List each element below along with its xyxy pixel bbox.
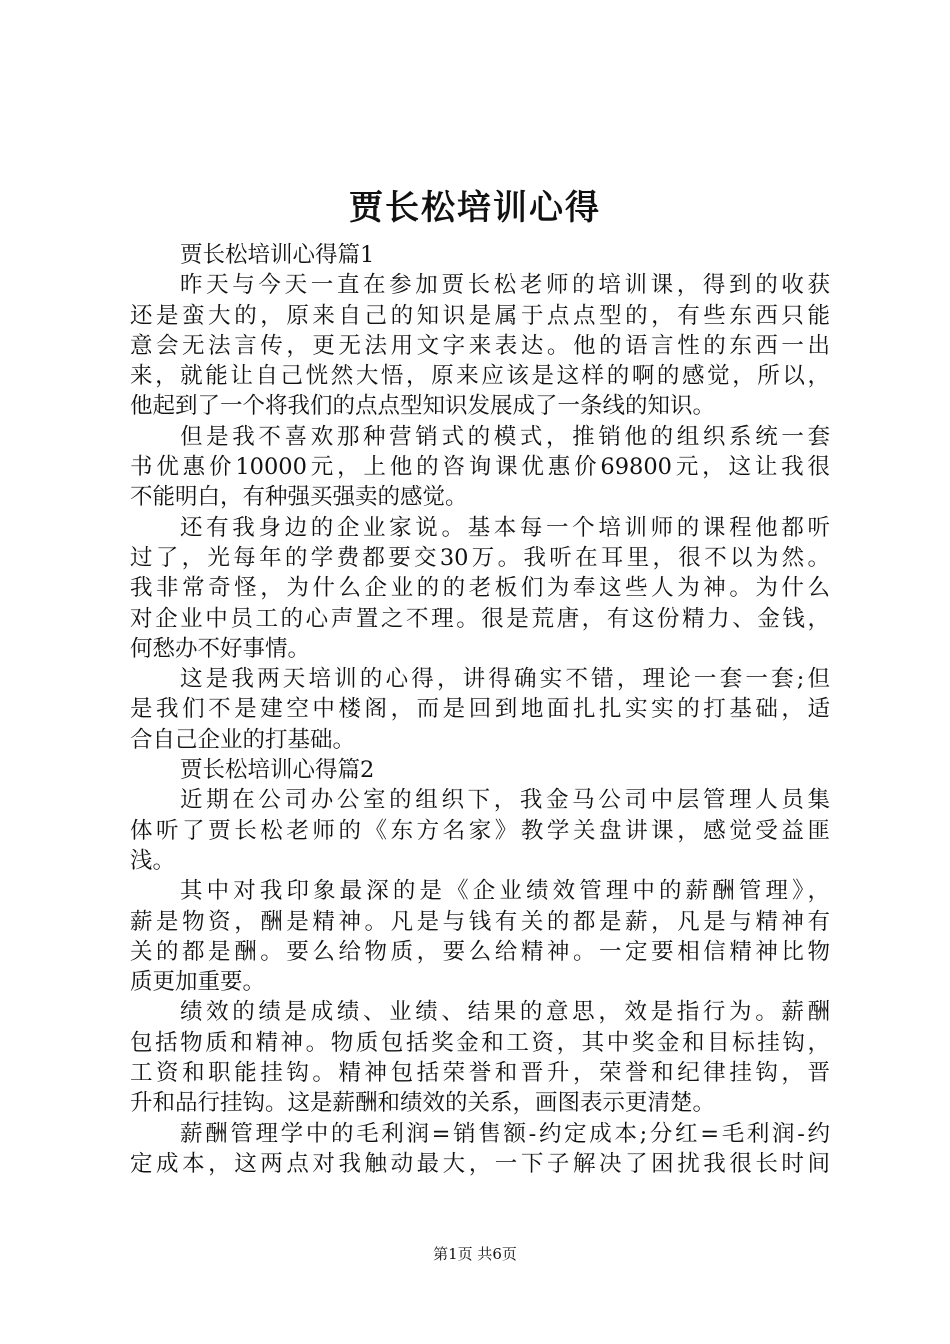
text-line: 我非常奇怪，为什么企业的的老板们为奉这些人为神。为什么 — [130, 575, 830, 602]
text-line: 贾长松培训心得篇2 — [180, 757, 375, 784]
text-line: 意会无法言传，更无法用文字来表达。他的语言性的东西一出 — [130, 332, 830, 359]
text-line: 绩效的绩是成绩、业绩、结果的意思，效是指行为。薪酬 — [180, 999, 830, 1026]
text-line: 来，就能让自己恍然大悟，原来应该是这样的啊的感觉，所以， — [130, 363, 830, 390]
text-line: 贾长松培训心得篇1 — [180, 242, 375, 268]
text-line: 还是蛮大的，原来自己的知识是属于点点型的，有些东西只能 — [130, 302, 830, 329]
text-line: 近期在公司办公室的组织下，我金马公司中层管理人员集 — [180, 787, 830, 814]
text-line: 是我们不是建空中楼阁，而是回到地面扎扎实实的打基础，适 — [130, 696, 830, 723]
text-line: 还有我身边的企业家说。基本每一个培训师的课程他都听 — [180, 514, 830, 541]
text-line: 合自己企业的打基础。 — [130, 726, 356, 753]
text-line: 薪是物资，酬是精神。凡是与钱有关的都是薪，凡是与精神有 — [130, 908, 830, 935]
document-body — [130, 240, 830, 1179]
text-line: 浅。 — [130, 847, 176, 874]
page-title: 贾长松培训心得 — [349, 188, 601, 228]
text-line: 关的都是酬。要么给物质，要么给精神。一定要相信精神比物 — [130, 938, 830, 965]
text-line: 书优惠价10000元，上他的咨询课优惠价69800元，这让我很 — [130, 454, 830, 481]
text-line: 对企业中员工的心声置之不理。很是荒唐，有这份精力、金钱， — [130, 605, 830, 632]
text-line: 过了，光每年的学费都要交30万。我听在耳里，很不以为然。 — [130, 544, 830, 571]
text-line: 但是我不喜欢那种营销式的模式，推销他的组织系统一套 — [180, 423, 830, 450]
text-line: 何愁办不好事情。 — [130, 635, 311, 662]
text-line: 包括物质和精神。物质包括奖金和工资，其中奖金和目标挂钩， — [130, 1029, 830, 1056]
text-line: 这是我两天培训的心得，讲得确实不错，理论一套一套;但 — [180, 666, 830, 693]
text-line: 升和品行挂钩。这是薪酬和绩效的关系，画图表示更清楚。 — [130, 1090, 716, 1117]
text-line: 其中对我印象最深的是《企业绩效管理中的薪酬管理》， — [180, 878, 830, 905]
text-line: 昨天与今天一直在参加贾长松老师的培训课，得到的收获 — [180, 272, 830, 299]
page-footer: 第1页 共6页 — [433, 1245, 517, 1263]
text-line: 体听了贾长松老师的《东方名家》教学关盘讲课，感觉受益匪 — [130, 817, 830, 844]
text-line: 不能明白，有种强买强卖的感觉。 — [130, 484, 468, 511]
text-line: 工资和职能挂钩。精神包括荣誉和晋升，荣誉和纪律挂钩，晋 — [130, 1060, 830, 1087]
text-line: 薪酬管理学中的毛利润=销售额-约定成本;分红=毛利润-约 — [180, 1120, 830, 1147]
text-line: 质更加重要。 — [130, 969, 266, 996]
text-line: 他起到了一个将我们的点点型知识发展成了一条线的知识。 — [130, 393, 716, 420]
text-line: 定成本，这两点对我触动最大，一下子解决了困扰我很长时间 — [130, 1150, 830, 1177]
